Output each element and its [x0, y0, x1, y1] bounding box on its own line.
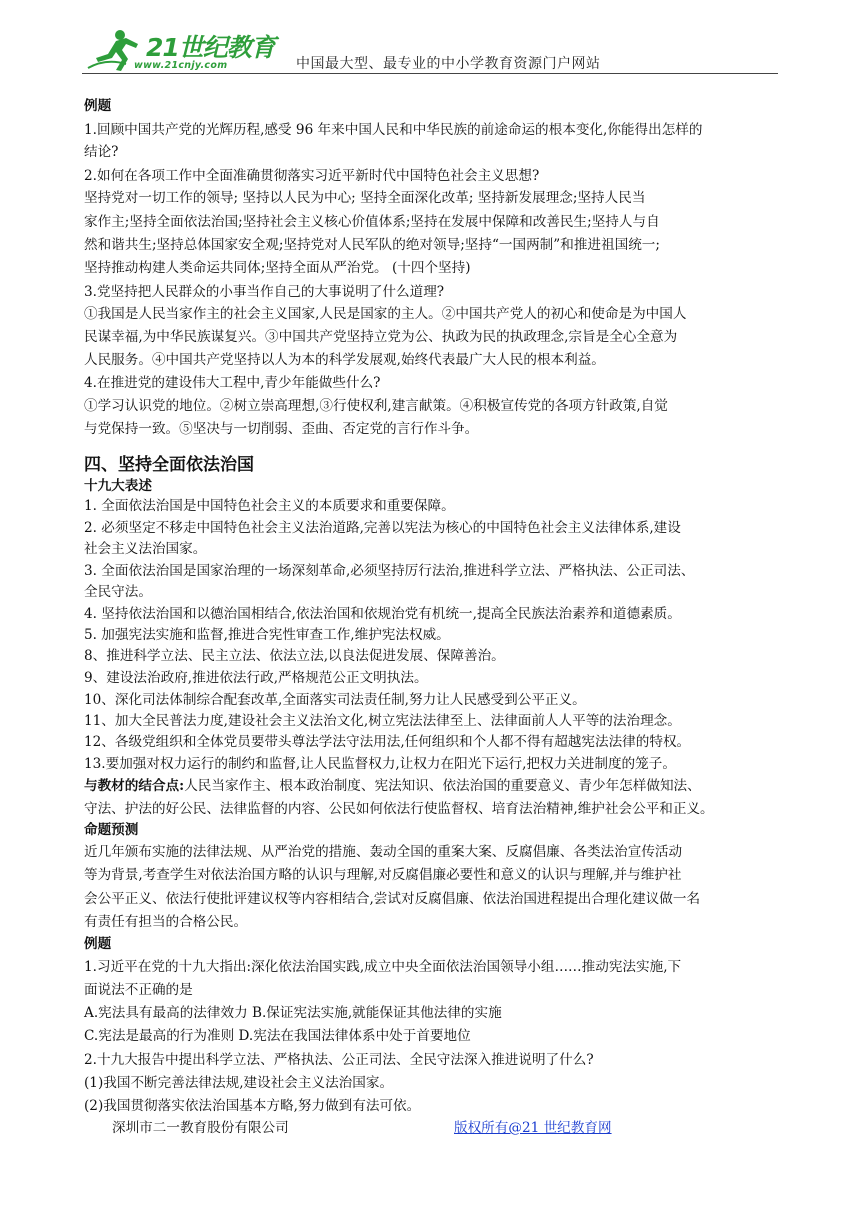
text-line: 3.党坚持把人民群众的小事当作自己的大事说明了什么道理? — [84, 284, 445, 300]
page-header — [82, 26, 778, 74]
text-line: 2. 必须坚定不移走中国特色社会主义法治道路,完善以宪法为核心的中国特色社会主义法律体系,建设 — [84, 520, 681, 536]
text-line: 守法、护法的好公民、法律监督的内容、公民如何依法行使监督权、培育法治精神,维护社会公平和正义。 — [84, 801, 714, 817]
text-line: 9、建设法治政府,推进依法行政,严格规范公正文明执法。 — [84, 670, 428, 686]
logo[interactable] — [82, 26, 282, 72]
text-line: 民谋幸福,为中华民族谋复兴。③中国共产党坚持立党为公、执政为民的执政理念,宗旨是全心全意为 — [84, 329, 678, 345]
footer-copyright-link[interactable]: 版权所有@21 世纪教育网 — [454, 1120, 612, 1136]
text-line: 1. 全面依法治国是中国特色社会主义的本质要求和重要保障。 — [84, 498, 455, 514]
text-line: 会公平正义、依法行使批评建议权等内容相结合,尝试对反腐倡廉、依法治国进程提出合理化建议做一名 — [84, 891, 701, 907]
option-line: A.宪法具有最高的法律效力 B.保证宪法实施,就能保证其他法律的实施 — [84, 1005, 502, 1021]
text-line: 13.要加强对权力运行的制约和监督,让人民监督权力,让权力在阳光下运行,把权力关进制度的笼子。 — [84, 756, 676, 772]
text-line: 8、推进科学立法、民主立法、依法立法,以良法促进发展、保障善治。 — [84, 648, 505, 664]
text-line: 4. 坚持依法治国和以德治国相结合,依法治国和依规治党有机统一,提高全民族法治素养和道德素质。 — [84, 606, 681, 622]
text-line: 全民守法。 — [84, 584, 152, 600]
text-line: 家作主;坚持全面依法治国;坚持社会主义核心价值体系;坚持在发展中保障和改善民生;坚持人与自 — [84, 214, 660, 230]
text-line: 社会主义法治国家。 — [84, 541, 207, 557]
text-line: 等为背景,考查学生对依法治国方略的认识与理解,对反腐倡廉必要性和意义的认识与理解,并与维护社 — [84, 867, 682, 883]
text-line: 结论? — [84, 144, 119, 160]
prediction-heading: 命题预测 — [84, 822, 139, 838]
text-line — [84, 776, 701, 796]
text-line: 4.在推进党的建设伟大工程中,青少年能做些什么? — [84, 375, 381, 391]
section-heading: 四、坚持全面依法治国 — [84, 455, 254, 475]
option-line: C.宪法是最高的行为准则 D.宪法在我国法律体系中处于首要地位 — [84, 1028, 471, 1044]
header-slogan: 中国最大型、最专业的中小学教育资源门户网站 — [296, 56, 601, 72]
text-line: 近几年颁布实施的法律法规、从严治党的措施、轰动全国的重案大案、反腐倡廉、各类法治宣传活动 — [84, 844, 683, 860]
text-line: 2.十九大报告中提出科学立法、严格执法、公正司法、全民守法深入推进说明了什么? — [84, 1052, 594, 1068]
text-line: 然和谐共生;坚持总体国家安全观;坚持党对人民军队的绝对领导;坚持“一国两制”和推进祖国统一; — [84, 237, 660, 253]
example-heading: 例题 — [84, 936, 112, 952]
text-line: 12、各级党组织和全体党员要带头尊法学法守法用法,任何组织和个人都不得有超越宪法法律的特权。 — [84, 734, 691, 750]
text-line: 2.如何在各项工作中全面准确贯彻落实习近平新时代中国特色社会主义思想? — [84, 168, 540, 184]
text-line: (1)我国不断完善法律法规,建设社会主义法治国家。 — [84, 1075, 394, 1091]
text-line: 11、加大全民普法力度,建设社会主义法治文化,树立宪法法律至上、法律面前人人平等的法治理念。 — [84, 713, 681, 729]
text-line: 坚持党对一切工作的领导; 坚持以人民为中心; 坚持全面深化改革; 坚持新发展理念;坚持人民当 — [84, 190, 646, 206]
text-line: 与党保持一致。⑤坚决与一切削弱、歪曲、否定党的言行作斗争。 — [84, 421, 479, 437]
text-line: 3. 全面依法治国是国家治理的一场深刻革命,必须坚持厉行法治,推进科学立法、严格执法、公正司法、 — [84, 563, 695, 579]
text-line: 1.习近平在党的十九大指出:深化依法治国实践,成立中央全面依法治国领导小组……推动宪法实施,下 — [84, 959, 682, 975]
textbook-link-label: 与教材的结合点: — [84, 778, 185, 794]
example-heading: 例题 — [84, 98, 112, 114]
text-line: ①学习认识党的地位。②树立崇高理想,③行使权利,建言献策。④积极宣传党的各项方针政策,自觉 — [84, 398, 668, 414]
text-line: 面说法不正确的是 — [84, 982, 193, 998]
footer-company: 深圳市二一教育股份有限公司 — [112, 1120, 289, 1136]
text-line: 1.回顾中国共产党的光辉历程,感受 96 年来中国人民和中华民族的前途命运的根本变化,你能得出怎样的 — [84, 122, 703, 138]
header-divider — [82, 73, 778, 74]
text-line: 5. 加强宪法实施和监督,推进合宪性审查工作,维护宪法权威。 — [84, 627, 450, 643]
text-line: 有责任有担当的合格公民。 — [84, 914, 248, 930]
subsection-heading: 十九大表述 — [84, 478, 152, 494]
text-line: ①我国是人民当家作主的社会主义国家,人民是国家的主人。②中国共产党人的初心和使命是为中国人 — [84, 306, 687, 322]
textbook-link-text: 人民当家作主、根本政治制度、宪法知识、依法治国的重要意义、青少年怎样做知法、 — [184, 778, 701, 794]
logo-url[interactable]: www.21cnjy.com — [134, 60, 228, 71]
logo-text: 21世纪教育 — [146, 33, 275, 62]
text-line: (2)我国贯彻落实依法治国基本方略,努力做到有法可依。 — [84, 1098, 421, 1114]
text-line: 人民服务。④中国共产党坚持以人为本的科学发展观,始终代表最广大人民的根本利益。 — [84, 352, 605, 368]
text-line: 10、深化司法体制综合配套改革,全面落实司法责任制,努力让人民感受到公平正义。 — [84, 692, 586, 708]
text-line: 坚持推动构建人类命运共同体;坚持全面从严治党。 (十四个坚持) — [84, 260, 471, 276]
